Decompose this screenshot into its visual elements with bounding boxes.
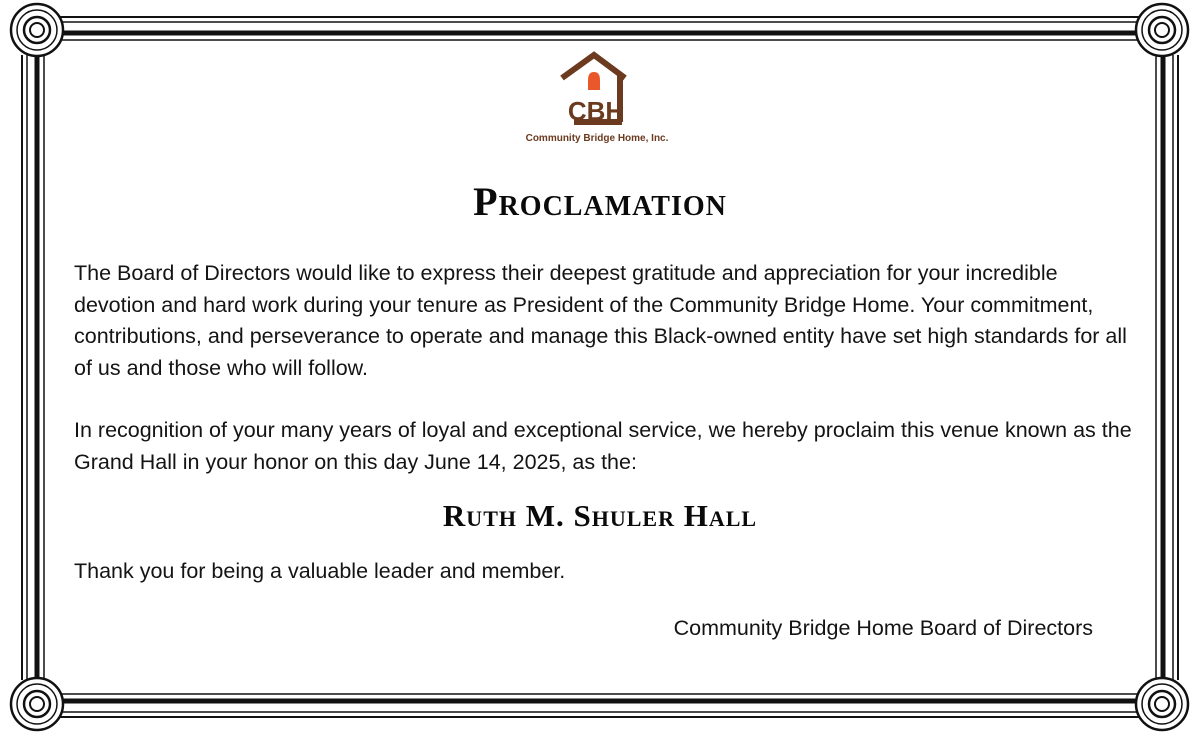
logo-monogram: CBH	[567, 96, 625, 126]
organization-logo	[504, 50, 690, 150]
door-icon	[588, 72, 600, 90]
corner-rosette-top-left	[11, 4, 63, 56]
honoree-hall-name: Ruth M. Shuler Hall	[442, 498, 758, 533]
corner-rosette-bottom-right	[1136, 678, 1188, 730]
signature-line: Community Bridge Home Board of Directors	[673, 616, 1093, 640]
corner-rosette-bottom-left	[11, 678, 63, 730]
paragraph-gratitude: The Board of Directors would like to express their deepest gratitude and appreciation for your incredible devotion and hard work during your tenure as President of the Community Bridge Home. Your commitment, contributions, and perseverance to operate and manage this Black-owned entity have set high standards for all of us and those who will follow.	[74, 261, 1127, 380]
logo-org-name: Community Bridge Home, Inc.	[525, 133, 669, 144]
corner-rosette-top-right	[1136, 4, 1188, 56]
thank-you-line: Thank you for being a valuable leader and member.	[74, 559, 566, 583]
paragraph-recognition: In recognition of your many years of loyal and exceptional service, we hereby proclaim this venue known as the Grand Hall in your honor on this day June 14, 2025, as the:	[74, 418, 1132, 474]
proclamation-title: Proclamation	[473, 179, 727, 224]
